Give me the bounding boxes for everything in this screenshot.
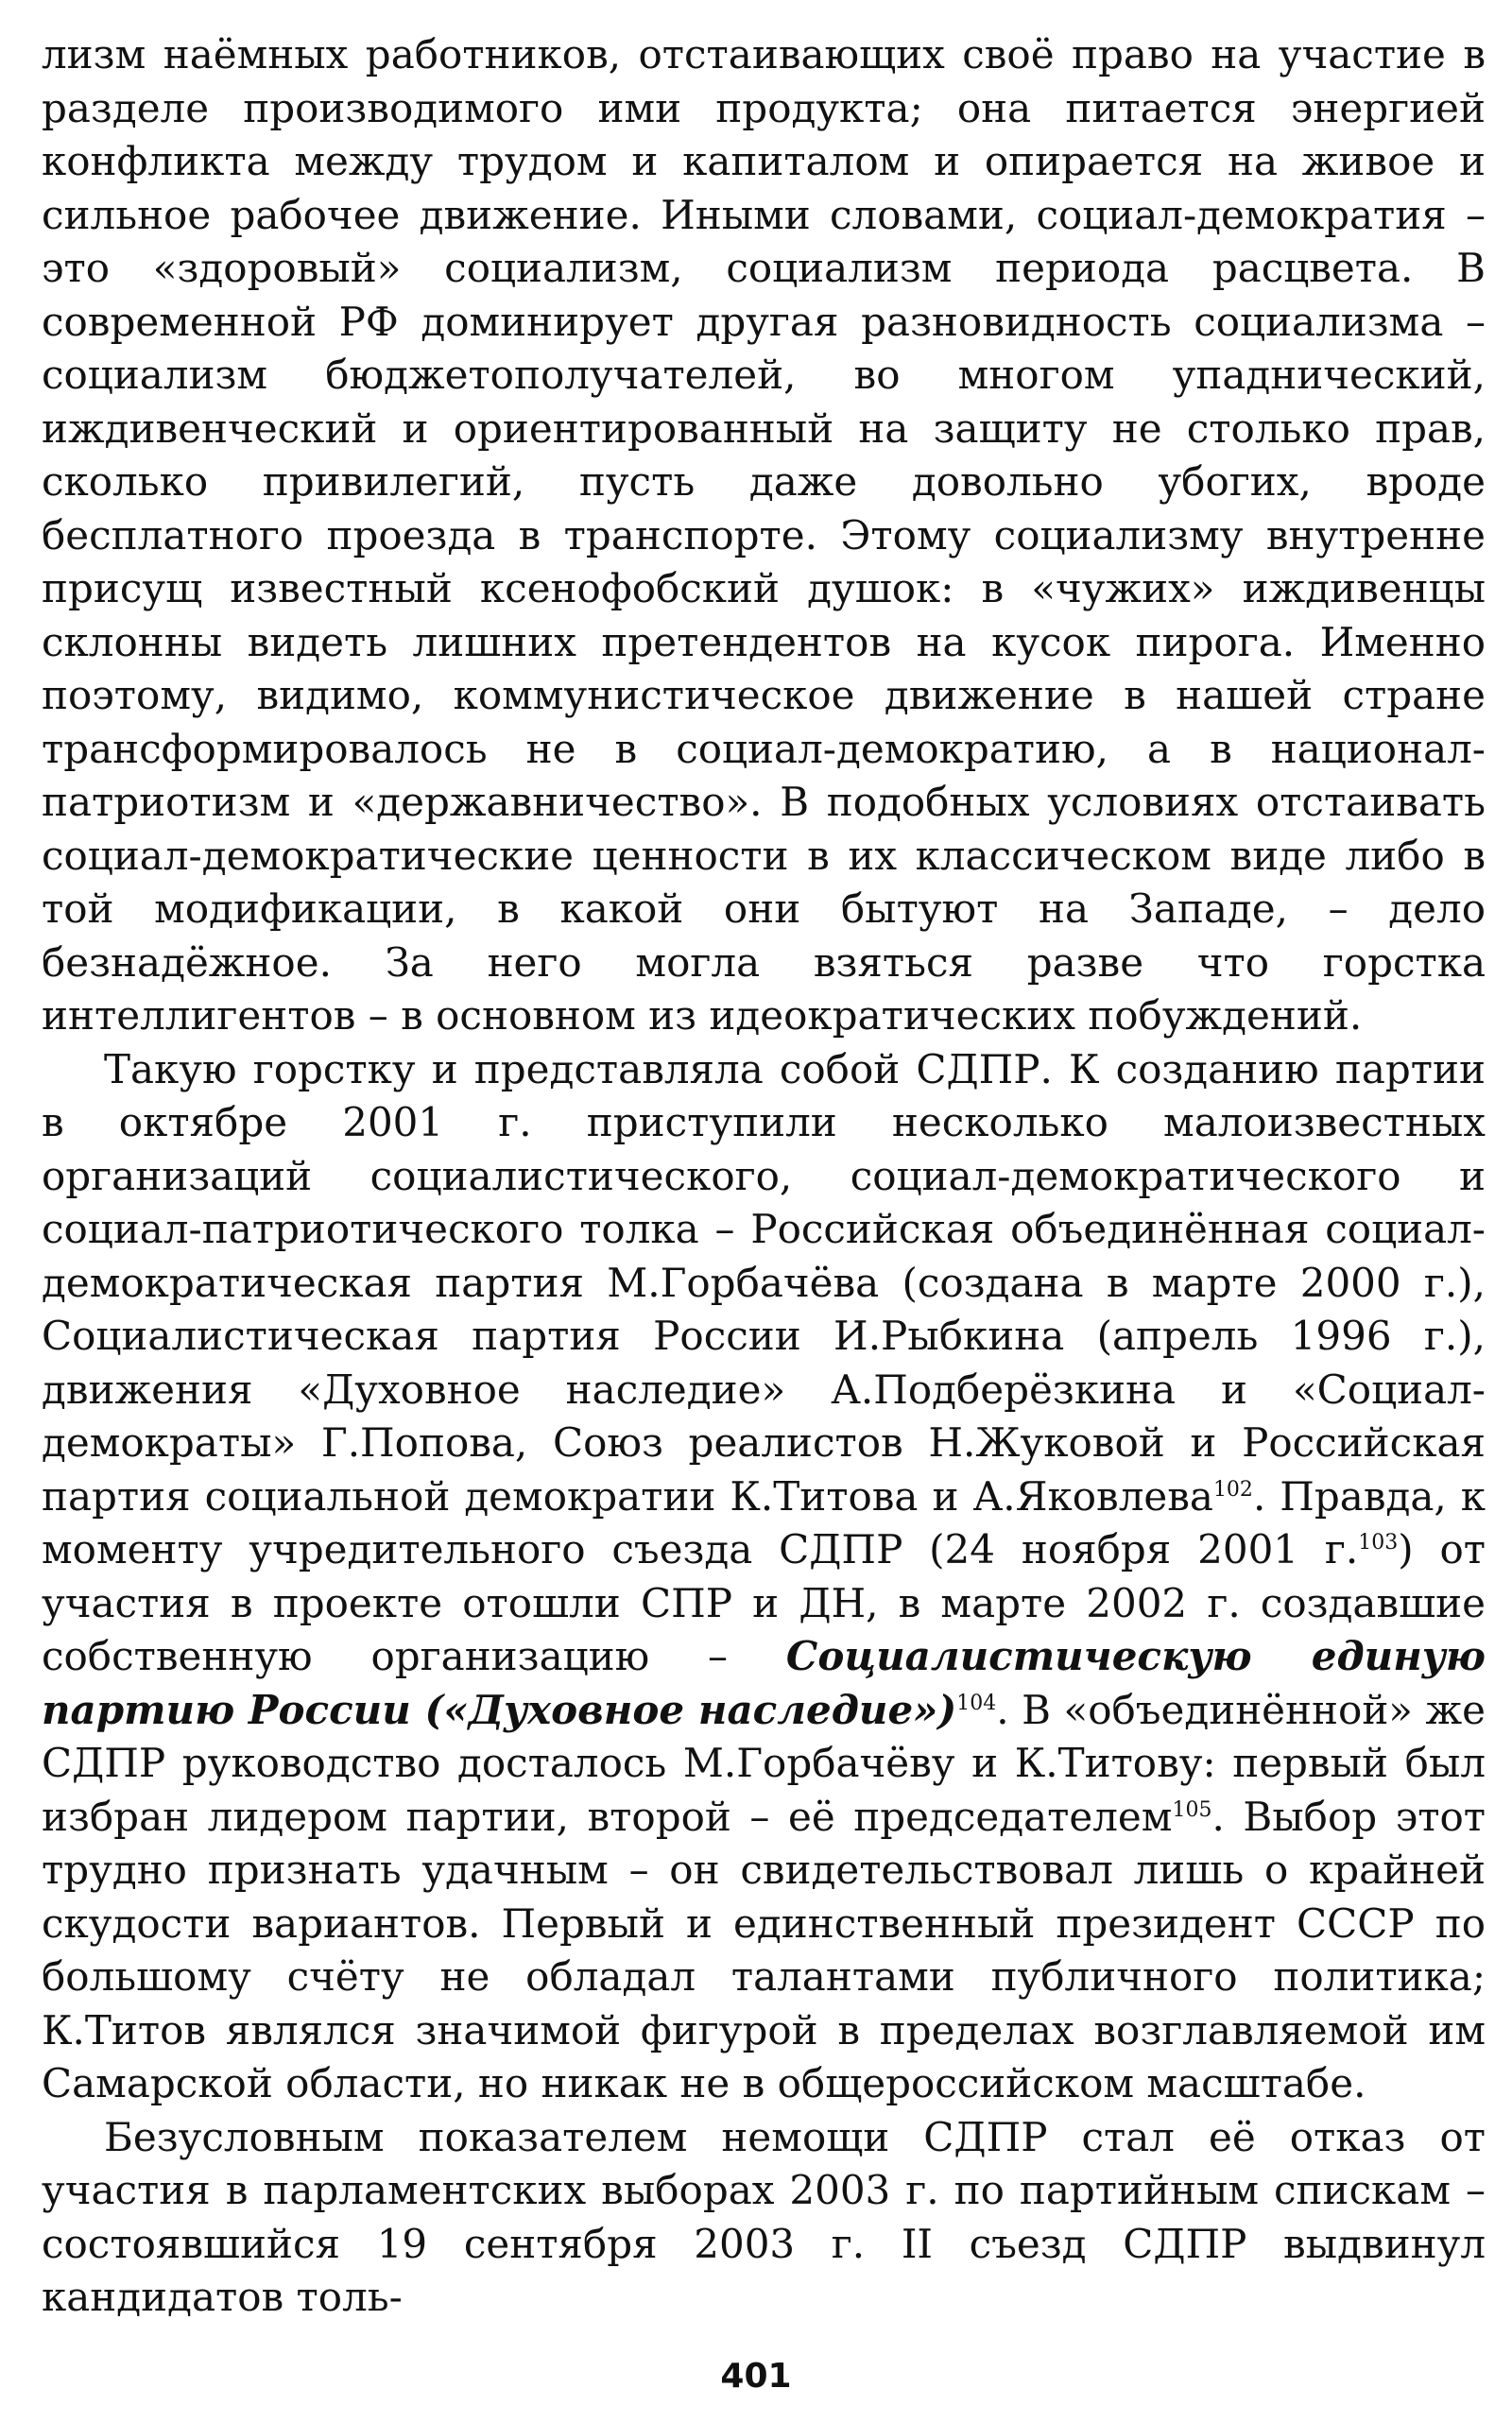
paragraph-2	[42, 1043, 1486, 2111]
footnote-ref-104[interactable]: 104	[956, 1691, 997, 1715]
paragraph-2-text-b: . Правда, к моменту учредительного съезда СДПР (24 ноября 2001 г.	[42, 1472, 1486, 1572]
body-text	[42, 28, 1486, 2325]
footnote-ref-102[interactable]: 102	[1212, 1477, 1253, 1502]
paragraph-2-text-a: Такую горстку и представляла собой СДПР. К созданию партии в октябре 2001 г. приступили несколько малоизвестных организаций социалистического, социал-демократического и социал-патриотического толка – Российская объединённая социал-демократическая партия М.Горбачёва (создана в марте 2000 г.), Социалистическая партия России И.Рыбкина (апрель 1996 г.), движения «Духовное наследие» А.Подберёзкина и «Социал-демократы» Г.Попова, Союз реалистов Н.Жуковой и Российская партия социальной демократии К.Титова и А.Яковлева	[42, 1045, 1486, 1520]
footnote-ref-103[interactable]: 103	[1358, 1531, 1399, 1555]
paragraph-2-text-e: . Выбор этот трудно признать удачным – он свидетельствовал лишь о крайней скудости вариантов. Первый и единственный президент СССР по большому счёту не обладал талантами публичного политика; К.Титов являлся значимой фигурой в пределах возглавляемой им Самарской области, но никак не в общероссийском масштабе.	[42, 1793, 1486, 2106]
paragraph-1-text: лизм наёмных работников, отстаивающих своё право на участие в разделе производимого ими продукта; она питается энергией конфликта между трудом и капиталом и опирается на живое и сильное рабочее движение. Иными словами, социал-демократия – это «здоровый» социализм, социализм периода расцвета. В современной РФ доминирует другая разновидность социализма – социализм бюджетополучателей, во многом упаднический, иждивенческий и ориентированный на защиту не столько прав, сколько привилегий, пусть даже довольно убогих, вроде бесплатного проезда в транспорте. Этому социализму внутренне присущ известный ксенофобский душок: в «чужих» иждивенцы склонны видеть лишних претендентов на кусок пирога. Именно поэтому, видимо, коммунистическое движение в нашей стране трансформировалось не в социал-демократию, а в национал-патриотизм и «державничество». В подобных условиях отстаивать социал-демократические ценности в их классическом виде либо в той модификации, в какой они бытуют на Западе, – дело безнадёжное. За него могла взяться разве что горстка интеллигентов – в основном из идеократических побуждений.	[42, 31, 1486, 1039]
footnote-ref-105[interactable]: 105	[1172, 1797, 1212, 1822]
paragraph-1	[42, 28, 1486, 1043]
page-number: 401	[720, 2357, 792, 2396]
paragraph-3	[42, 2111, 1486, 2325]
party-name-emphasis: Социалистическую единую партию России («Духовное наследие»)	[42, 1633, 1486, 1733]
paragraph-2-text-c: ) от участия в проекте отошли СПР и ДН, в марте 2002 г. создавшие собственную организацию –	[42, 1526, 1486, 1679]
paragraph-2-text-d: . В «объединённой» же СДПР руководство досталось М.Горбачёву и К.Титову: первый был избран лидером партии, второй – её председателем	[42, 1686, 1486, 1840]
paragraph-3-text: Безусловным показателем немощи СДПР стал её отказ от участия в парламентских выборах 2003 г. по партийным спискам – состоявшийся 19 сентября 2003 г. II съезд СДПР выдвинул кандидатов толь-	[42, 2113, 1486, 2320]
